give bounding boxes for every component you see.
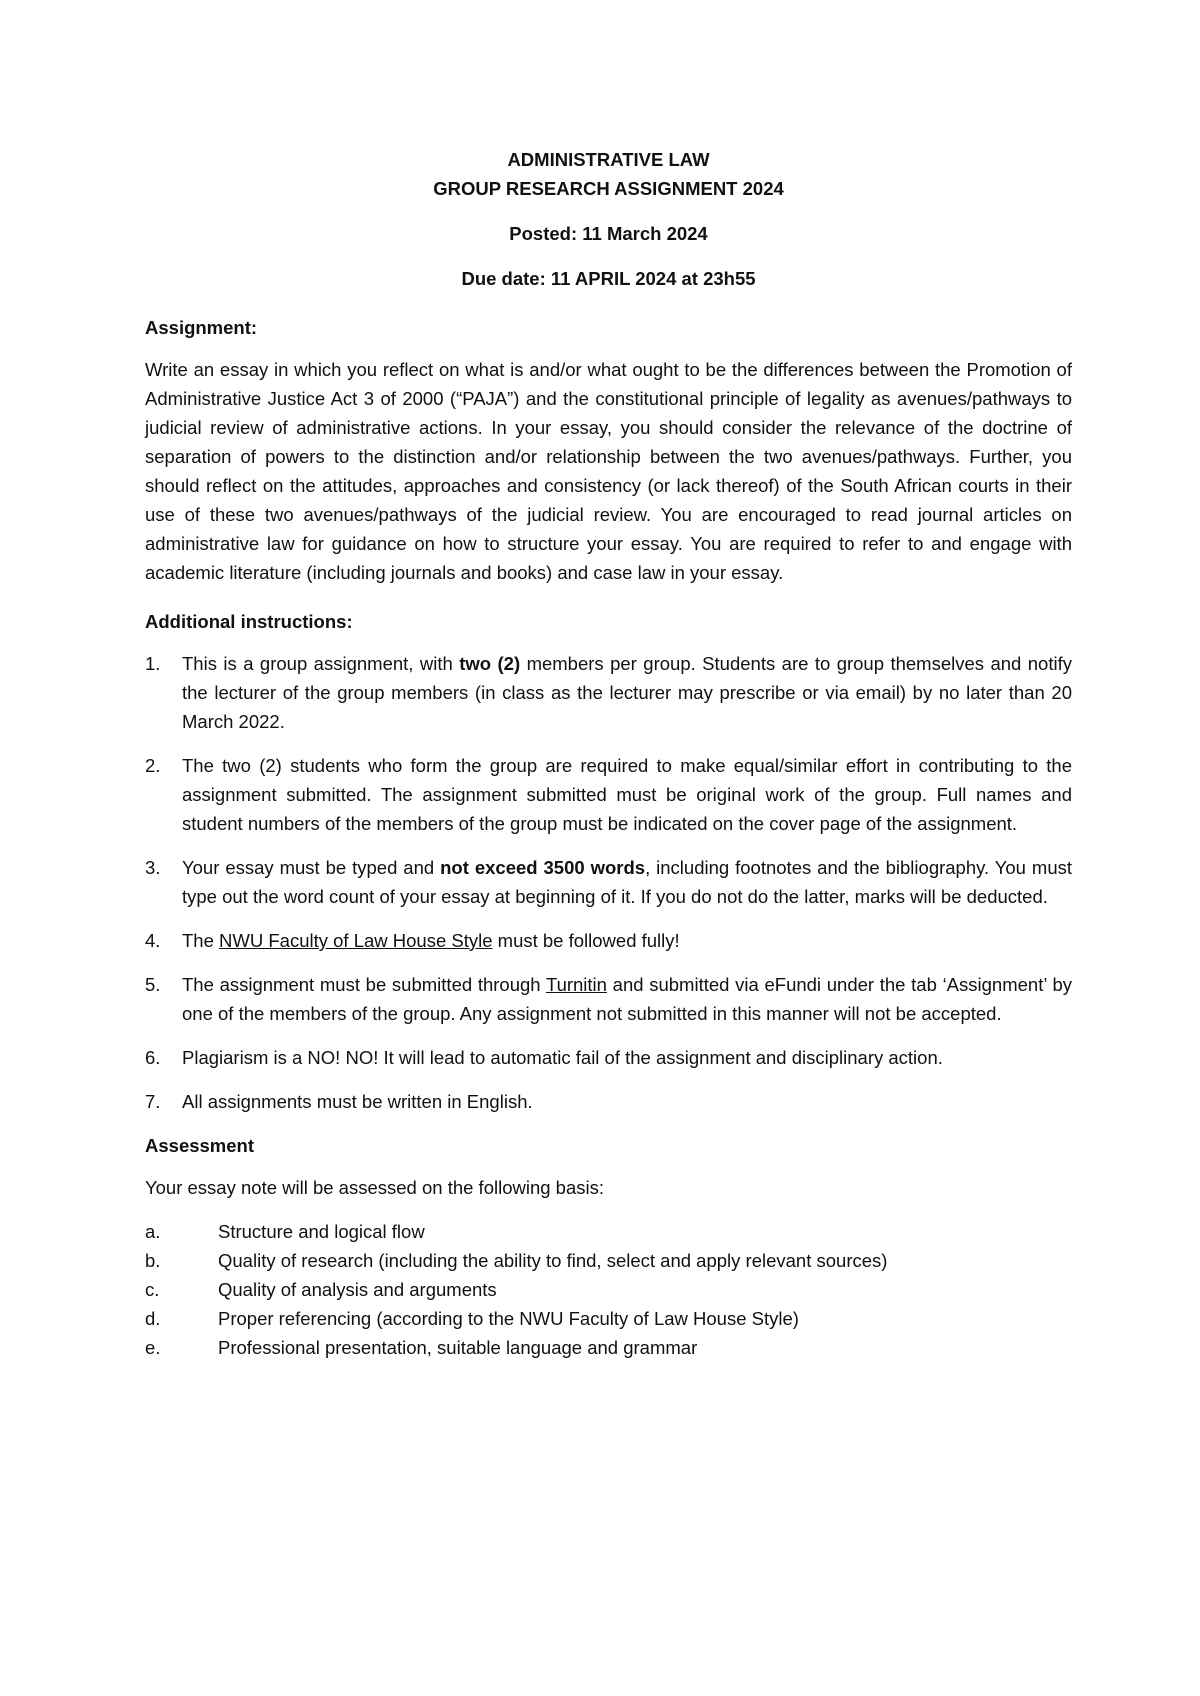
instruction-text: must be followed fully! <box>492 930 680 951</box>
instruction-item <box>145 751 1072 838</box>
criteria-item <box>145 1304 1072 1333</box>
criteria-letter: a. <box>145 1221 161 1242</box>
instructions-list <box>145 649 1072 1116</box>
posted-date: Posted: 11 March 2024 <box>509 223 708 244</box>
instruction-item <box>145 926 1072 955</box>
instruction-text: All assignments must be written in English. <box>182 1091 533 1112</box>
criteria-item <box>145 1217 1072 1246</box>
instruction-text: This is a group assignment, with <box>182 653 460 674</box>
assignment-body: Write an essay in which you reflect on what is and/or what ought to be the differences between the Promotion of Administrative Justice Act 3 of 2000 (“PAJA”) and the constitutional principle of legality as avenues/pathways to judicial review of administrative actions. In your essay, you should consider the relevance of the doctrine of separation of powers to the distinction and/or relationship between the two avenues/pathways. Further, you should reflect on the attitudes, approaches and consistency (or lack thereof) of the South African courts in their use of these two avenues/pathways of the judicial review. You are encouraged to read journal articles on administrative law for guidance on how to structure your essay. You are required to refer to and engage with academic literature (including journals and books) and case law in your essay. <box>145 359 1072 583</box>
criteria-letter: c. <box>145 1279 160 1300</box>
course-title: ADMINISTRATIVE LAW <box>507 149 710 170</box>
instruction-number: 2. <box>145 755 161 776</box>
instruction-text: and submitted via eFundi under the tab ‘Assignment’ by one of the members of the group. Any assignment not submitted in this manner will not be accepted. <box>182 974 1072 1024</box>
instruction-number: 5. <box>145 974 161 995</box>
turnitin-link[interactable]: Turnitin <box>545 974 607 995</box>
instruction-text: Your essay must be typed and <box>182 857 441 878</box>
instruction-number: 4. <box>145 930 161 951</box>
criteria-text: Proper referencing (according to the NWU Faculty of Law House Style) <box>218 1308 799 1329</box>
criteria-letter: e. <box>145 1337 161 1358</box>
criteria-list <box>145 1217 1072 1362</box>
due-date: Due date: 11 APRIL 2024 at 23h55 <box>461 268 756 289</box>
instruction-item <box>145 649 1072 736</box>
instructions-heading: Additional instructions: <box>145 611 353 632</box>
instruction-item <box>145 1043 1072 1072</box>
assignment-heading: Assignment: <box>145 317 258 338</box>
instruction-text: The two (2) students who form the group are required to make equal/similar effort in contributing to the assignment submitted. The assignment submitted must be original work of the group. Full names and student numbers of the members of the group must be indicated on the cover page of the assignment. <box>182 755 1072 834</box>
criteria-letter: d. <box>145 1308 161 1329</box>
criteria-text: Professional presentation, suitable language and grammar <box>218 1337 698 1358</box>
instruction-item <box>145 853 1072 911</box>
instruction-bold: not exceed 3500 words <box>440 857 646 878</box>
instruction-number: 1. <box>145 653 161 674</box>
instruction-number: 6. <box>145 1047 161 1068</box>
instruction-text: The assignment must be submitted through <box>182 974 546 995</box>
instruction-text: The <box>182 930 220 951</box>
instruction-number: 7. <box>145 1091 161 1112</box>
house-style-link[interactable]: NWU Faculty of Law House Style <box>219 930 493 951</box>
instruction-item <box>145 1087 1072 1116</box>
instruction-text: members per group. Students are to group themselves and notify the lecturer of the group members (in class as the lecturer may prescribe or via email) by no later than 20 March 2022. <box>182 653 1072 732</box>
instruction-item <box>145 970 1072 1028</box>
instruction-text: , including footnotes and the bibliography. You must type out the word count of your essay at beginning of it. If you do not do the latter, marks will be deducted. <box>182 857 1072 907</box>
criteria-text: Quality of research (including the ability to find, select and apply relevant sources) <box>218 1250 888 1271</box>
instruction-text: Plagiarism is a NO! NO! It will lead to automatic fail of the assignment and disciplinary action. <box>182 1047 943 1068</box>
criteria-text: Structure and logical flow <box>218 1221 425 1242</box>
criteria-item <box>145 1246 1072 1275</box>
criteria-item <box>145 1333 1072 1362</box>
criteria-letter: b. <box>145 1250 161 1271</box>
assessment-intro: Your essay note will be assessed on the following basis: <box>145 1177 605 1198</box>
criteria-text: Quality of analysis and arguments <box>218 1279 497 1300</box>
instruction-bold: two (2) <box>459 653 521 674</box>
instruction-number: 3. <box>145 857 161 878</box>
assignment-title: GROUP RESEARCH ASSIGNMENT 2024 <box>433 178 784 199</box>
criteria-item <box>145 1275 1072 1304</box>
assessment-heading: Assessment <box>145 1135 255 1156</box>
